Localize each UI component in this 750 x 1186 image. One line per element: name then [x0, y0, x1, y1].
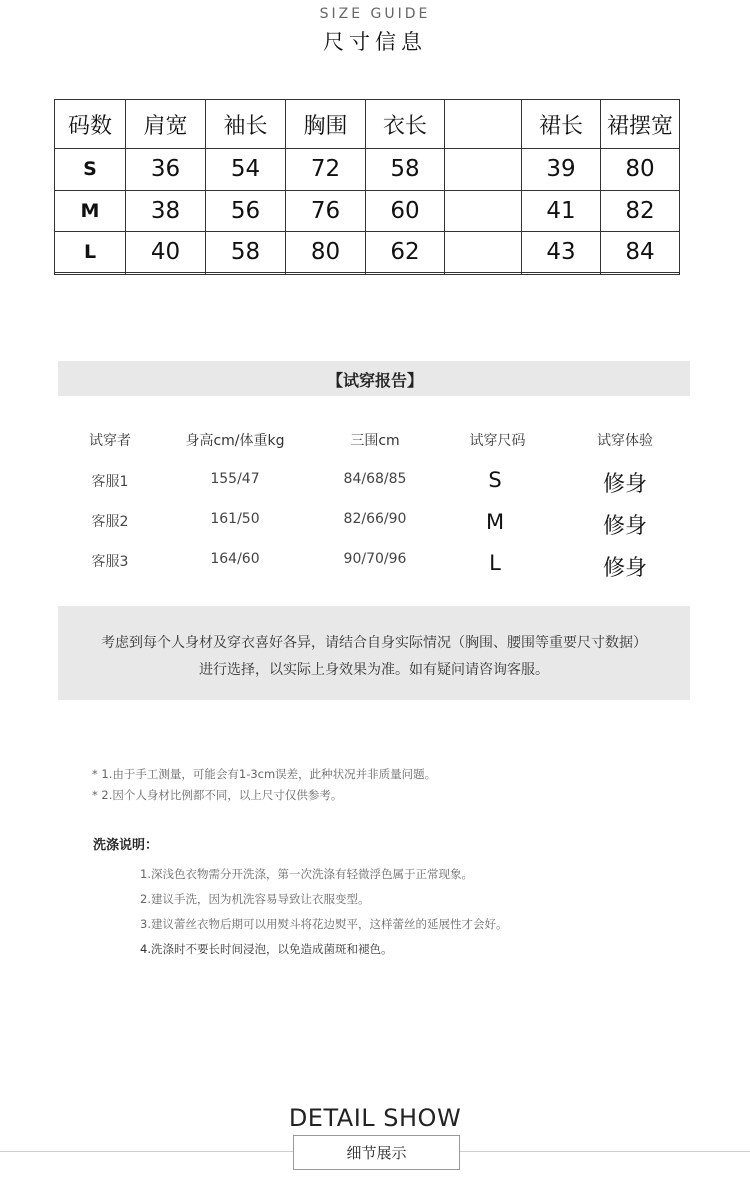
- table-cell: [206, 273, 286, 275]
- report-header-size: 试穿尺码: [469, 433, 526, 449]
- table-cell: 39: [522, 149, 601, 190]
- table-cell: [445, 231, 522, 272]
- table-cell: 72: [286, 149, 366, 190]
- table-cell: 38: [126, 190, 206, 231]
- table-cell: 36: [126, 149, 206, 190]
- table-cell: M: [55, 190, 126, 231]
- header-cell-empty: [445, 100, 522, 149]
- size-guide-title-en: SIZE GUIDE: [319, 6, 431, 22]
- table-cell: [522, 273, 601, 275]
- table-cell: [445, 190, 522, 231]
- table-cell: 60: [366, 190, 445, 231]
- report-cell-height-weight: 161/50: [210, 511, 260, 527]
- table-cell: 58: [206, 231, 286, 272]
- notice-line: 进行选择，以实际上身效果为准。如有疑问请咨询客服。: [199, 662, 549, 678]
- report-cell-size: M: [485, 510, 505, 534]
- table-cell: [126, 273, 206, 275]
- table-cell: 76: [286, 190, 366, 231]
- table-cell: 84: [601, 231, 680, 272]
- washing-title: 洗涤说明：: [93, 838, 159, 853]
- header-cell-skirt-length: 裙长: [522, 100, 601, 149]
- report-cell-measurements: 84/68/85: [343, 471, 407, 487]
- report-cell-experience: 修身: [602, 514, 647, 539]
- washing-item: 2.建议手洗，因为机洗容易导致让衣服变型。: [140, 892, 370, 906]
- table-cell: 40: [126, 231, 206, 272]
- table-cell: [55, 273, 126, 275]
- size-table-row: [55, 273, 680, 275]
- report-cell-experience: 修身: [602, 556, 647, 581]
- table-cell: 82: [601, 190, 680, 231]
- report-cell-height-weight: 164/60: [210, 551, 260, 567]
- size-guide-title-cn: 尺寸信息: [323, 30, 427, 54]
- report-header-measurements: 三围cm: [350, 433, 400, 449]
- report-cell-size: S: [488, 468, 502, 492]
- washing-item: 3.建议蕾丝衣物后期可以用熨斗将花边熨平，这样蕾丝的延展性才会好。: [140, 917, 508, 931]
- report-cell-tester: 客服2: [91, 514, 129, 530]
- table-cell: 56: [206, 190, 286, 231]
- header-cell-sleeve: 袖长: [206, 100, 286, 149]
- report-cell-tester: 客服3: [91, 554, 129, 570]
- detail-show-title-en: DETAIL SHOW: [288, 1104, 462, 1132]
- table-cell: S: [55, 149, 126, 190]
- report-cell-tester: 客服1: [91, 474, 129, 490]
- table-cell: 54: [206, 149, 286, 190]
- report-header-experience: 试穿体验: [597, 433, 653, 449]
- table-cell: 62: [366, 231, 445, 272]
- size-table: [54, 99, 680, 275]
- report-cell-height-weight: 155/47: [210, 471, 260, 487]
- report-cell-size: L: [489, 551, 501, 575]
- report-cell-experience: 修身: [602, 472, 647, 497]
- report-header-tester: 试穿者: [89, 433, 131, 449]
- measurement-note: * 1.由于手工测量，可能会有1-3cm误差，此种状况并非质量问题。: [92, 767, 437, 781]
- detail-show-title-cn: 细节展示: [346, 1144, 407, 1162]
- table-cell: 80: [601, 149, 680, 190]
- table-cell: 43: [522, 231, 601, 272]
- size-table-row: [55, 231, 680, 272]
- size-table-header-row: [55, 100, 680, 149]
- table-cell: 41: [522, 190, 601, 231]
- table-cell: [445, 149, 522, 190]
- notice-line: 考虑到每个人身材及穿衣喜好各异，请结合自身实际情况（胸围、腰围等重要尺寸数据）: [101, 635, 647, 651]
- notice-box: [58, 606, 690, 700]
- table-cell: [601, 273, 680, 275]
- report-cell-measurements: 82/66/90: [343, 511, 407, 527]
- washing-item: 4.洗涤时不要长时间浸泡，以免造成菌斑和褪色。: [140, 942, 393, 956]
- size-table-row: [55, 149, 680, 190]
- header-cell-hem-width: 裙摆宽: [601, 100, 680, 149]
- table-cell: [366, 273, 445, 275]
- report-title: 【试穿报告】: [326, 371, 423, 390]
- table-cell: 80: [286, 231, 366, 272]
- table-cell: [286, 273, 366, 275]
- measurement-note: * 2.因个人身材比例都不同，以上尺寸仅供参考。: [92, 788, 343, 802]
- header-cell-length: 衣长: [366, 100, 445, 149]
- report-header-height-weight: 身高cm/体重kg: [185, 433, 285, 449]
- table-cell: [445, 273, 522, 275]
- washing-item: 1.深浅色衣物需分开洗涤，第一次洗涤有轻微浮色属于正常现象。: [140, 867, 473, 881]
- header-cell-bust: 胸围: [286, 100, 366, 149]
- size-table-row: [55, 190, 680, 231]
- header-cell-shoulder: 肩宽: [126, 100, 206, 149]
- report-cell-measurements: 90/70/96: [343, 551, 407, 567]
- table-cell: 58: [366, 149, 445, 190]
- header-cell-size: 码数: [55, 100, 126, 149]
- table-cell: L: [55, 231, 126, 272]
